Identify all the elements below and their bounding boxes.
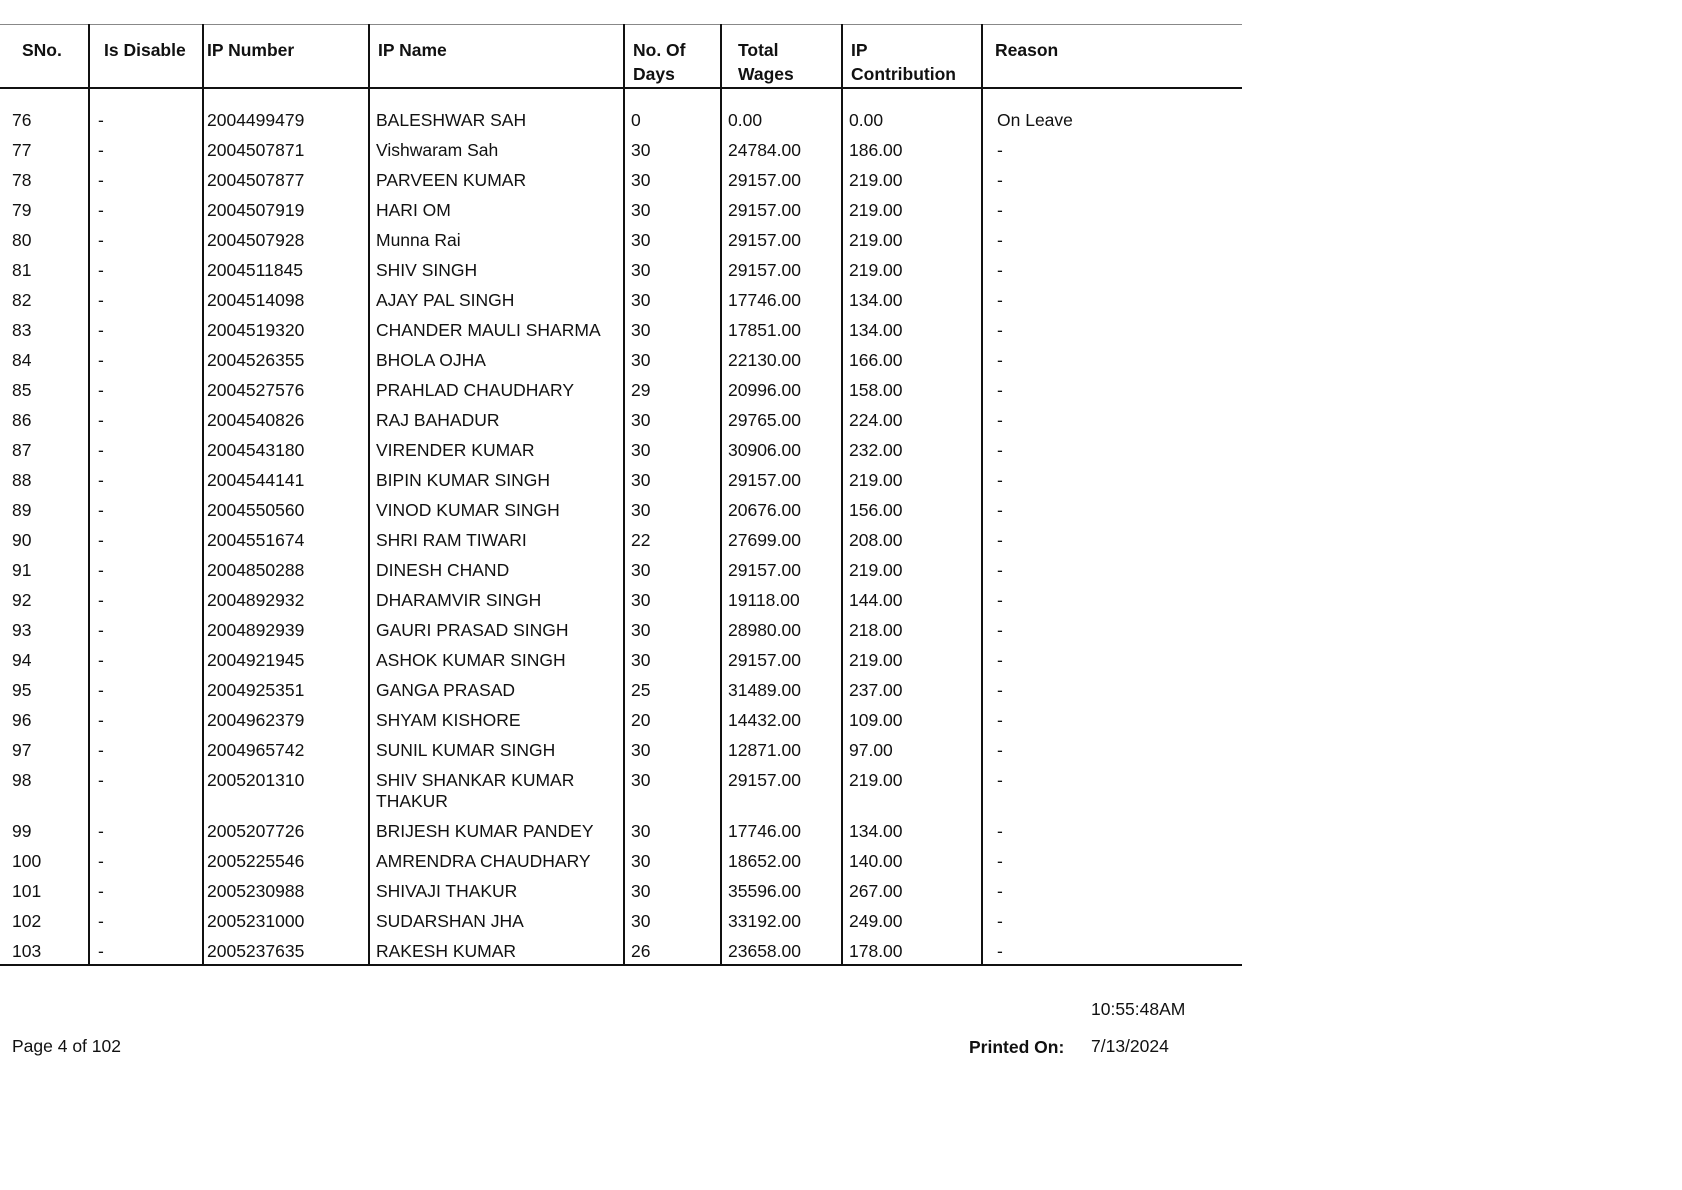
cell-is-disable: - [89, 376, 203, 406]
cell-ip-name: ASHOK KUMAR SINGH [369, 646, 624, 676]
cell-ip-name: SHIVAJI THAKUR [369, 877, 624, 907]
cell-total-wages: 17746.00 [721, 817, 842, 847]
cell-ip-number: 2004962379 [203, 706, 369, 736]
cell-ip-contribution: 267.00 [842, 877, 982, 907]
table-row [0, 646, 1242, 676]
cell-sno: 82 [12, 290, 32, 310]
cell-total-wages: 29157.00 [721, 196, 842, 226]
cell-ip-name: BALESHWAR SAH [369, 88, 624, 136]
cell-ip-name: GAURI PRASAD SINGH [369, 616, 624, 646]
cell-no-of-days: 30 [624, 466, 721, 496]
cell-sno: 88 [12, 470, 32, 490]
cell-no-of-days: 30 [624, 496, 721, 526]
cell-sno: 80 [12, 230, 32, 250]
cell-sno: 87 [12, 440, 32, 460]
table-row [0, 877, 1242, 907]
table-row [0, 346, 1242, 376]
cell-total-wages: 29157.00 [721, 556, 842, 586]
cell-sno: 79 [12, 200, 32, 220]
cell-ip-contribution: 219.00 [842, 226, 982, 256]
cell-ip-number: 2004507928 [203, 226, 369, 256]
cell-sno: 86 [12, 410, 32, 430]
cell-ip-number: 2004514098 [203, 286, 369, 316]
cell-total-wages: 22130.00 [721, 346, 842, 376]
printed-on-label: Printed On: [969, 1037, 1065, 1057]
cell-sno: 94 [12, 650, 32, 670]
cell-reason: - [982, 937, 1242, 965]
cell-sno: 103 [0, 937, 89, 965]
cell-ip-contribution: 219.00 [842, 466, 982, 496]
cell-is-disable: - [89, 847, 203, 877]
cell-sno: 91 [12, 560, 32, 580]
cell-is-disable: - [89, 907, 203, 937]
cell-ip-number: 2004511845 [203, 256, 369, 286]
cell-no-of-days: 30 [624, 817, 721, 847]
cell-is-disable: - [89, 166, 203, 196]
cell-ip-contribution: 134.00 [842, 316, 982, 346]
cell-reason: - [982, 166, 1242, 196]
table-row [0, 556, 1242, 586]
cell-ip-contribution: 134.00 [842, 817, 982, 847]
cell-ip-name: VINOD KUMAR SINGH [369, 496, 624, 526]
cell-ip-name: DHARAMVIR SINGH [369, 586, 624, 616]
page-number: Page 4 of 102 [12, 1036, 121, 1056]
cell-ip-number: 2004526355 [203, 346, 369, 376]
cell-reason: - [982, 136, 1242, 166]
printed-time: 10:55:48AM [1091, 999, 1186, 1019]
cell-no-of-days: 30 [624, 196, 721, 226]
header-wages-line1: Total [738, 40, 779, 60]
cell-is-disable: - [89, 256, 203, 286]
cell-reason: - [982, 316, 1242, 346]
cell-ip-contribution: 249.00 [842, 907, 982, 937]
cell-ip-contribution: 134.00 [842, 286, 982, 316]
cell-is-disable: - [89, 706, 203, 736]
cell-total-wages: 17746.00 [721, 286, 842, 316]
cell-is-disable: - [89, 346, 203, 376]
cell-is-disable: - [89, 466, 203, 496]
cell-sno: 83 [12, 320, 32, 340]
table-row [0, 937, 1242, 965]
cell-no-of-days: 30 [624, 436, 721, 466]
cell-reason: - [982, 556, 1242, 586]
cell-ip-contribution: 140.00 [842, 847, 982, 877]
cell-no-of-days: 30 [624, 316, 721, 346]
cell-ip-number: 2004892939 [203, 616, 369, 646]
cell-ip-name: GANGA PRASAD [369, 676, 624, 706]
report-sheet [0, 24, 1242, 966]
cell-is-disable: - [89, 616, 203, 646]
cell-ip-number: 2004892932 [203, 586, 369, 616]
table-row [0, 256, 1242, 286]
cell-ip-number: 2005231000 [203, 907, 369, 937]
table-header-row [0, 25, 1242, 89]
cell-reason: - [982, 646, 1242, 676]
table-row [0, 676, 1242, 706]
table-row [0, 586, 1242, 616]
cell-ip-name: SUDARSHAN JHA [369, 907, 624, 937]
cell-no-of-days: 20 [624, 706, 721, 736]
cell-sno: 99 [12, 821, 32, 841]
header-days-line1: No. Of [633, 40, 686, 60]
cell-ip-contribution: 219.00 [842, 646, 982, 676]
cell-no-of-days: 30 [624, 847, 721, 877]
cell-ip-name: SUNIL KUMAR SINGH [369, 736, 624, 766]
cell-is-disable: - [89, 877, 203, 907]
cell-is-disable: - [89, 646, 203, 676]
cell-reason: - [982, 766, 1242, 817]
table-row [0, 736, 1242, 766]
cell-ip-contribution: 219.00 [842, 256, 982, 286]
cell-ip-name: Munna Rai [369, 226, 624, 256]
cell-is-disable: - [89, 316, 203, 346]
cell-ip-name: VIRENDER KUMAR [369, 436, 624, 466]
cell-is-disable: - [89, 286, 203, 316]
cell-total-wages: 12871.00 [721, 736, 842, 766]
cell-is-disable: - [89, 676, 203, 706]
cell-ip-contribution: 166.00 [842, 346, 982, 376]
cell-ip-number: 2004507919 [203, 196, 369, 226]
cell-ip-contribution: 158.00 [842, 376, 982, 406]
cell-no-of-days: 30 [624, 166, 721, 196]
cell-ip-contribution: 219.00 [842, 196, 982, 226]
cell-ip-name: AJAY PAL SINGH [369, 286, 624, 316]
cell-reason: - [982, 907, 1242, 937]
cell-ip-name: PARVEEN KUMAR [369, 166, 624, 196]
cell-is-disable: - [89, 586, 203, 616]
cell-no-of-days: 30 [624, 646, 721, 676]
cell-ip-name: RAKESH KUMAR [369, 937, 624, 965]
cell-is-disable: - [89, 496, 203, 526]
cell-reason: - [982, 286, 1242, 316]
cell-total-wages: 20996.00 [721, 376, 842, 406]
cell-sno: 84 [12, 350, 32, 370]
cell-sno: 77 [12, 140, 32, 160]
header-contrib-line1: IP [851, 40, 868, 60]
table-row [0, 466, 1242, 496]
cell-ip-name: Vishwaram Sah [369, 136, 624, 166]
cell-no-of-days: 30 [624, 346, 721, 376]
cell-ip-number: 2004543180 [203, 436, 369, 466]
table-row [0, 376, 1242, 406]
cell-is-disable: - [89, 226, 203, 256]
cell-ip-name: AMRENDRA CHAUDHARY [369, 847, 624, 877]
header-contrib-line2: Contribution [851, 64, 956, 84]
cell-total-wages: 35596.00 [721, 877, 842, 907]
cell-ip-contribution: 178.00 [842, 937, 982, 965]
cell-ip-name: SHRI RAM TIWARI [369, 526, 624, 556]
cell-reason: - [982, 376, 1242, 406]
cell-ip-number: 2004544141 [203, 466, 369, 496]
cell-sno: 98 [12, 770, 32, 790]
cell-ip-number: 2005201310 [203, 766, 369, 817]
cell-no-of-days: 30 [624, 586, 721, 616]
cell-sno: 78 [12, 170, 32, 190]
cell-total-wages: 20676.00 [721, 496, 842, 526]
cell-total-wages: 29157.00 [721, 226, 842, 256]
table-row [0, 817, 1242, 847]
cell-no-of-days: 30 [624, 406, 721, 436]
cell-no-of-days: 29 [624, 376, 721, 406]
cell-total-wages: 17851.00 [721, 316, 842, 346]
cell-reason: - [982, 616, 1242, 646]
cell-ip-name: CHANDER MAULI SHARMA [369, 316, 624, 346]
cell-ip-contribution: 218.00 [842, 616, 982, 646]
cell-ip-contribution: 156.00 [842, 496, 982, 526]
table-row [0, 616, 1242, 646]
table-row [0, 286, 1242, 316]
header-reason: Reason [982, 25, 1242, 89]
cell-no-of-days: 30 [624, 766, 721, 817]
cell-total-wages: 29157.00 [721, 646, 842, 676]
cell-no-of-days: 30 [624, 736, 721, 766]
table-row [0, 136, 1242, 166]
cell-is-disable: - [89, 196, 203, 226]
cell-reason: - [982, 256, 1242, 286]
cell-total-wages: 27699.00 [721, 526, 842, 556]
cell-total-wages: 23658.00 [721, 937, 842, 965]
cell-reason: - [982, 196, 1242, 226]
cell-reason: - [982, 817, 1242, 847]
cell-total-wages: 18652.00 [721, 847, 842, 877]
cell-total-wages: 19118.00 [721, 586, 842, 616]
cell-ip-number: 2004551674 [203, 526, 369, 556]
cell-ip-name: BIPIN KUMAR SINGH [369, 466, 624, 496]
cell-ip-contribution: 97.00 [842, 736, 982, 766]
cell-ip-name: DINESH CHAND [369, 556, 624, 586]
header-no-of-days [624, 25, 721, 89]
cell-total-wages: 28980.00 [721, 616, 842, 646]
cell-sno: 97 [12, 740, 32, 760]
cell-total-wages: 29157.00 [721, 256, 842, 286]
table-row [0, 766, 1242, 817]
cell-no-of-days: 30 [624, 256, 721, 286]
cell-reason: - [982, 706, 1242, 736]
cell-ip-contribution: 186.00 [842, 136, 982, 166]
cell-ip-number: 2004540826 [203, 406, 369, 436]
cell-reason: - [982, 346, 1242, 376]
header-ip-name: IP Name [369, 25, 624, 89]
cell-is-disable: - [89, 406, 203, 436]
cell-ip-name: PRAHLAD CHAUDHARY [369, 376, 624, 406]
cell-is-disable: - [89, 766, 203, 817]
cell-no-of-days: 30 [624, 136, 721, 166]
header-wages-line2: Wages [738, 64, 794, 84]
cell-total-wages: 0.00 [721, 88, 842, 136]
table-body [0, 88, 1242, 965]
contribution-table [0, 24, 1242, 966]
cell-no-of-days: 30 [624, 907, 721, 937]
header-days-line2: Days [633, 64, 675, 84]
cell-ip-number: 2005225546 [203, 847, 369, 877]
cell-ip-number: 2004850288 [203, 556, 369, 586]
cell-sno: 100 [12, 851, 42, 871]
cell-ip-number: 2004921945 [203, 646, 369, 676]
table-row [0, 196, 1242, 226]
cell-no-of-days: 22 [624, 526, 721, 556]
cell-sno: 92 [12, 590, 32, 610]
table-row [0, 226, 1242, 256]
cell-ip-number: 2005237635 [203, 937, 369, 965]
cell-ip-number: 2004499479 [203, 88, 369, 136]
cell-reason: - [982, 466, 1242, 496]
cell-is-disable: - [89, 937, 203, 965]
table-row [0, 88, 1242, 136]
cell-is-disable: - [89, 736, 203, 766]
cell-sno: 102 [12, 911, 42, 931]
cell-ip-number: 2004527576 [203, 376, 369, 406]
header-ip-contribution [842, 25, 982, 89]
header-ip-number: IP Number [203, 25, 369, 89]
cell-reason: - [982, 436, 1242, 466]
cell-reason: - [982, 526, 1242, 556]
cell-no-of-days: 30 [624, 226, 721, 256]
cell-no-of-days: 25 [624, 676, 721, 706]
table-row [0, 436, 1242, 466]
cell-ip-number: 2004550560 [203, 496, 369, 526]
cell-ip-number: 2004965742 [203, 736, 369, 766]
cell-sno: 81 [12, 260, 32, 280]
table-row [0, 406, 1242, 436]
cell-ip-name: SHYAM KISHORE [369, 706, 624, 736]
cell-total-wages: 29765.00 [721, 406, 842, 436]
cell-sno: 89 [12, 500, 32, 520]
cell-sno: 90 [12, 530, 32, 550]
cell-reason: - [982, 736, 1242, 766]
table-row [0, 907, 1242, 937]
cell-no-of-days: 30 [624, 616, 721, 646]
cell-total-wages: 33192.00 [721, 907, 842, 937]
cell-sno: 95 [12, 680, 32, 700]
cell-reason: - [982, 496, 1242, 526]
cell-sno: 96 [12, 710, 32, 730]
cell-ip-contribution: 219.00 [842, 766, 982, 817]
cell-ip-name: SHIV SINGH [369, 256, 624, 286]
cell-ip-contribution: 109.00 [842, 706, 982, 736]
header-sno: SNo. [0, 25, 89, 89]
cell-no-of-days: 0 [624, 88, 721, 136]
cell-ip-contribution: 0.00 [842, 88, 982, 136]
cell-ip-contribution: 219.00 [842, 166, 982, 196]
cell-ip-contribution: 208.00 [842, 526, 982, 556]
cell-reason: - [982, 676, 1242, 706]
cell-is-disable: - [89, 436, 203, 466]
cell-total-wages: 31489.00 [721, 676, 842, 706]
cell-total-wages: 29157.00 [721, 766, 842, 817]
cell-total-wages: 29157.00 [721, 166, 842, 196]
table-row [0, 706, 1242, 736]
cell-is-disable: - [89, 556, 203, 586]
cell-reason: - [982, 586, 1242, 616]
cell-reason: - [982, 406, 1242, 436]
header-total-wages [721, 25, 842, 89]
cell-sno: 93 [12, 620, 32, 640]
cell-ip-number: 2005230988 [203, 877, 369, 907]
table-row [0, 847, 1242, 877]
cell-ip-number: 2004519320 [203, 316, 369, 346]
cell-is-disable: - [89, 136, 203, 166]
cell-ip-number: 2004507877 [203, 166, 369, 196]
cell-is-disable: - [89, 817, 203, 847]
table-row [0, 166, 1242, 196]
cell-is-disable: - [89, 526, 203, 556]
cell-sno: 101 [12, 881, 42, 901]
cell-ip-contribution: 232.00 [842, 436, 982, 466]
cell-ip-number: 2005207726 [203, 817, 369, 847]
cell-ip-contribution: 144.00 [842, 586, 982, 616]
cell-no-of-days: 30 [624, 556, 721, 586]
cell-ip-contribution: 224.00 [842, 406, 982, 436]
cell-no-of-days: 30 [624, 286, 721, 316]
cell-ip-name: BHOLA OJHA [369, 346, 624, 376]
cell-ip-name: BRIJESH KUMAR PANDEY [369, 817, 624, 847]
header-is-disable: Is Disable [89, 25, 203, 89]
cell-total-wages: 30906.00 [721, 436, 842, 466]
cell-ip-contribution: 237.00 [842, 676, 982, 706]
cell-sno: 76 [12, 110, 32, 130]
cell-ip-contribution: 219.00 [842, 556, 982, 586]
cell-ip-name: HARI OM [369, 196, 624, 226]
cell-ip-name: RAJ BAHADUR [369, 406, 624, 436]
cell-reason: - [982, 847, 1242, 877]
table-row [0, 316, 1242, 346]
printed-date: 7/13/2024 [1091, 1036, 1169, 1056]
cell-ip-number: 2004507871 [203, 136, 369, 166]
cell-reason: - [982, 877, 1242, 907]
cell-sno: 85 [12, 380, 32, 400]
cell-no-of-days: 26 [624, 937, 721, 965]
cell-total-wages: 29157.00 [721, 466, 842, 496]
cell-reason: - [982, 226, 1242, 256]
cell-no-of-days: 30 [624, 877, 721, 907]
cell-is-disable: - [89, 88, 203, 136]
cell-total-wages: 24784.00 [721, 136, 842, 166]
cell-reason: On Leave [982, 88, 1242, 136]
cell-ip-number: 2004925351 [203, 676, 369, 706]
cell-total-wages: 14432.00 [721, 706, 842, 736]
table-row [0, 526, 1242, 556]
cell-ip-name: SHIV SHANKAR KUMAR THAKUR [369, 766, 624, 817]
table-row [0, 496, 1242, 526]
